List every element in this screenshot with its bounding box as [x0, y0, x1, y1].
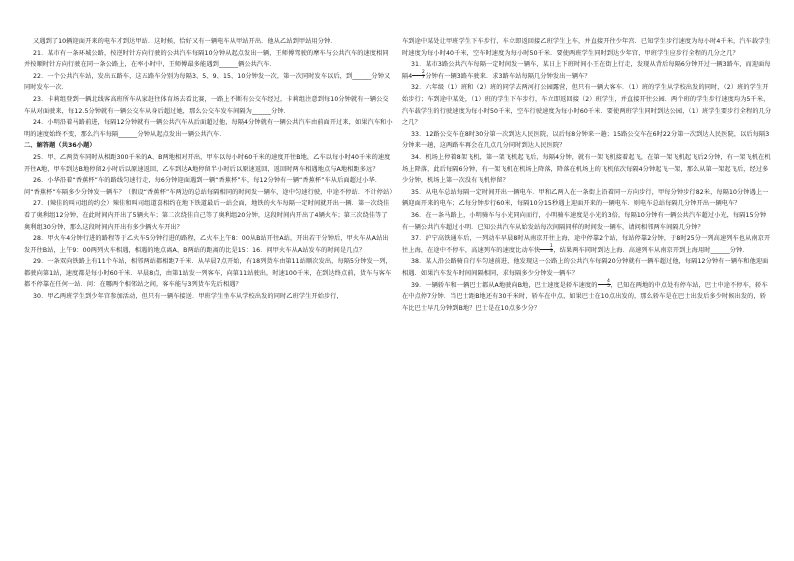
question-paragraph: 30．甲乙两班学生到少年宫参加活动，但只有一辆车接送．甲班学生坐车从学校出发的同时乙班学生开始步行，	[33, 293, 343, 301]
question-text: 分钟有一辆3路车驶来．求3路车站每隔几分钟发出一辆车？	[425, 72, 591, 80]
fraction	[540, 245, 553, 255]
fraction-numerator: 1	[540, 245, 553, 251]
question-paragraph: 38．某人沿公路骑自行车匀速前进，他发现这一公路上的公共汽车每隔20分钟就有一辆车超过他，每隔12分钟有一辆车和他迎面相遇．如果汽车发车时间间隔相同，求每隔多少分钟发一辆车？	[402, 258, 769, 278]
question-text: 31．某市3路公共汽车每隔一定时间发一辆车，某日上下班时间小王在街上行走，发现从背后每隔6分钟开过一辆3路车，而迎面每隔4	[402, 61, 771, 80]
fraction-denominator: 7	[421, 75, 425, 81]
fraction-numerator: 2	[412, 71, 425, 77]
fraction-denominator: 5	[607, 284, 611, 290]
question-text: ，结果两车同时到达上海．高速列车从南京开到上海用时______分钟．	[553, 246, 749, 254]
fraction-numerator: 4	[598, 280, 611, 286]
question-paragraph: 35．从电车总站每隔一定时间开出一辆电车．甲和乙两人在一条街上沿着同一方向步行，甲每分钟步行82米，每隔10分钟遇上一辆迎面开来的电车；乙每分钟步行60米，每隔10分15秒遇上迎面开来的一辆电车．则电车总站每隔几分钟开出一辆电车？	[402, 188, 769, 208]
question-paragraph: 22．一个公共汽车站，发出五路车，这五路车分别为每隔3、5、9、15、10分钟发一次，第一次同时发车以后，到______分钟又同时发车一次．	[24, 72, 391, 92]
question-paragraph: 23．卡莉组登到一辆北线客高班所车从家赶往体育场去看比赛，一路上不断有公交车经过，卡莉组注意到每10分钟就有一辆公交车从对面驶来，每12.5分钟就有一辆公交车从身后超过她，那么公交车发车间隔为______分钟．	[24, 95, 389, 115]
fraction	[412, 71, 425, 81]
question-paragraph	[402, 233, 772, 256]
fraction	[598, 280, 611, 290]
question-paragraph: 29．一条双向铁路上有11个车站，相邻两站都相距7千米．从早晨7点开始，有18列货车由第11站顺次发出，每隔5分钟发一列，都驶向第1站，速度都是每小时60千米．早晨8点，由第1站发一列客车，向第11站驶出，时速100千米，在到达终点前，货车与客车都不停靠在任何一站．问：在哪两个相邻站之间，客车能与3列货车先后相遇？	[24, 258, 392, 289]
question-paragraph: 28．甲火车4分钟行进的路程等于乙火车5分钟行进的路程，乙火车上午8：00从B站开往A站，开出若干分钟后，甲火车从A站出发开往B站，上午9：00两列火车相遇，相遇的地点离A、B两站的距离的比是15：16．问甲火车从A站发车的时间是几点？	[24, 235, 389, 254]
question-text: 39．一辆轿车和一辆巴士都从A地驶向B地，巴士速度是轿车速度的	[411, 281, 598, 289]
question-paragraph: 24．小明沿着马路前进，每隔12分钟就有一辆公共汽车从后面超过他，每隔4分钟就有一辆公共汽车由前面开过来，如果汽车和小明的速度始终不变，那么汽车每隔______分钟从起点发出一辆公共汽车．	[24, 119, 393, 138]
fraction-denominator: 3	[549, 249, 553, 255]
section-heading: 二、解答题（共36小题）	[24, 142, 96, 150]
question-paragraph: 21．某市有一条环城公路，按逆时针方向行驶的公共汽车每隔10分钟从起点发出一辆，王师傅驾驶的摩车与公共汽车的速度相同并按顺时针方向行驶在同一条公路上，在率小时中，王师傅最多能遇到______辆公共汽车．	[24, 49, 389, 69]
question-paragraph: 25．甲、乙两货车同时从相距300千米的A、B两地相对开出，甲车以每小时60千米的速度开往B地，乙车以每小时40千米的速度开往A地，甲车到达B地停留2小时后以原速返回，乙车到达A地停留半小时后以原速返回，返回时两车相遇地点与A地相距多远？	[24, 153, 391, 173]
question-text: 37．沪宁高铁通车后，一列动车早晨8时从南京开往上海，途中停靠2个站，每站停靠2分钟，于8时25分一列高速列车也从南京开往上海，在途中不停车，高速列车的速度比动车快	[402, 235, 771, 254]
left-column	[24, 36, 394, 303]
right-column	[402, 36, 772, 315]
question-paragraph: 32．六年级（1）班和（2）班的同学去两河打公园露营，但只有一辆大客车．（1）班的学生从学校出发的同时，（2）班的学生开始步行；车到途中某处，（1）班的学生下车步行，车立即返回接（2）班学生，并直接开往公园．两个班的学生步行速度均为5千米，汽车载学生的行驶速度为每小时50千米，空车行驶速度为每小时60千米．要使两班学生同时到达公园，（1）班学生要步行全程的几分之几？	[402, 84, 772, 127]
question-paragraph: 26．小华沿着“香蕉杯”车的路线匀速行走，每6分钟迎面遇到一辆“香蕉杯”车，每12分钟有一辆“香蕉杯”车从后面超过小华．问“香蕉杯”车隔多少分钟发一辆车？（假设“香蕉杯”车两边的总站每隔相同的时间发一辆车，途中匀速行驶，中途不停站．不计停站）	[24, 177, 396, 196]
question-paragraph: 33．12路公交车在8时30分第一次到达人民医院，以后每8分钟来一趟；15路公交车在6时22分第一次到达人民医院，以后每隔3分钟来一趟，这两路车再会在几点几分同时到达人民医院？	[402, 130, 770, 150]
question-paragraph: 34．机场上停着8架飞机，第一架飞机起飞后，每隔4分钟，就有一架飞机接着起飞，在第一架飞机起飞后2分钟，有一架飞机在机场上降落，此后每隔6分钟，有一架飞机在机场上降落，降落在机场上的飞机依次每隔4分钟起飞一架，那么从第一架起飞后，经过多少分钟，机场上第一次没有飞机停留？	[402, 154, 771, 185]
question-text: ，已知在两地的中点处有停车站，巴士中途不停车，轿车在中点停7分钟．当巴士距B地还有30千米时，轿车在中点，如果巴士在10点出发的，那么轿车是在巴士出发后多少时候出发的，轿车比巴士早几分钟到B地？巴士是在10点多少分？	[402, 281, 768, 312]
question-paragraph: 27．(辣佳的叫司组的约会）辣佳和叫司组道喜相约在地下铁道最后一站会面，地铁的火车每隔一定时间就开出一辆．第一次绕佳看了奥利组12分钟，在此时间内开出了5辆火车；第二次绕佳自己等了奥利组20分钟，这段时间内开出了4辆火车；第三次绕佳等了奥利组30分钟，那么这段时间内开出有多少辆火车开出？	[24, 200, 390, 231]
question-paragraph: 36．在一条马路上，小明骑车与小光同向而行，小明骑车速度是小光的3倍，每隔10分钟有一辆公共汽车超过小光，每隔15分钟有一辆公共汽车超过小明．已知公共汽车从始发站每次间隔同样的时间发一辆车，请问相邻两车间隔几分钟？	[402, 212, 767, 231]
question-paragraph: 车到途中某处让甲班学生下车步行，车立即返回接乙班学生上车，并直接开往少年宫．已知学生步行速度为每小时4千米，汽车载学生时速度为每小时40千米，空车时速度为每小时50千米．要使两班学生同时到达少年宫，甲班学生应步行全程的几分之几？	[402, 38, 771, 57]
question-paragraph	[402, 280, 772, 315]
question-paragraph: 又遇到了10辆迎面开来的电车才到达甲站．这时候，恰好又有一辆电车从甲站开出．他从乙站到甲站用分钟．	[33, 38, 337, 45]
question-paragraph	[402, 59, 772, 82]
